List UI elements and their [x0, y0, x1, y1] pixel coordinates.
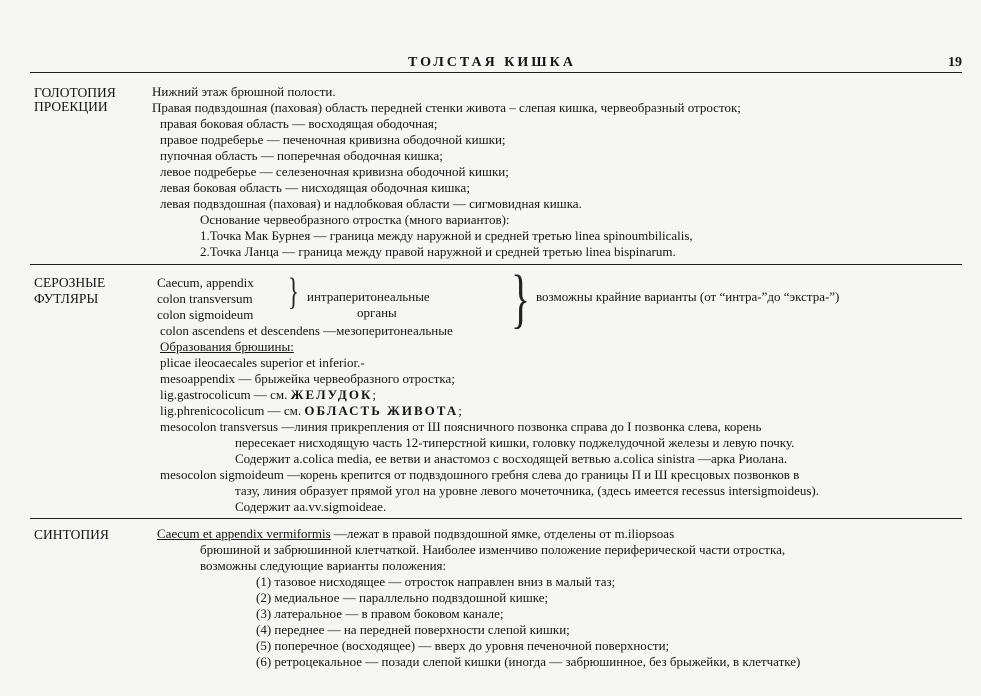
mesocolon-transversus-line: пересекает нисходящую часть 12-типерстной кишки, головку поджелудочной железы и левую почку. [235, 435, 795, 450]
section-divider [30, 264, 962, 265]
punctuation: ; [458, 403, 462, 418]
header-rule [30, 72, 962, 73]
golotopia-line: пупочная область — поперечная ободочная кишка; [160, 148, 443, 163]
golotopia-line: левое подреберье — селезеночная кривизна ободочной кишки; [160, 164, 509, 179]
variant-item: (5) поперечное (восходящее) — вверх до уровня печеночной поверхности; [256, 638, 670, 653]
golotopia-line: правое подреберье — печеночная кривизна ободочной кишки; [160, 132, 506, 147]
golotopia-line: 1.Точка Мак Бурнея — граница между наружной и средней третью linea spinoumbilicalis, [200, 228, 693, 243]
mesocolon-sigmoideum-line: mesocolon sigmoideum —корень крепится от подвздошного гребня слева до границы П и Ш кресцовых позвонков в [160, 467, 800, 482]
golotopia-line: левая боковая область — нисходящая ободочная кишка; [160, 180, 470, 195]
variant-item: (4) переднее — на передней поверхности слепой кишки; [256, 622, 570, 637]
lig-gastrocolicum-line [160, 387, 376, 403]
section-label-golotopia: ГОЛОТОПИЯ [34, 85, 116, 100]
section-label-projections: ПРОЕКЦИИ [34, 99, 108, 114]
caecum-appendix-title: Caecum et appendix vermiformis [157, 526, 331, 541]
variant-item: (6) ретроцекальное — позади слепой кишки (иногда — забрюшинное, без брыжейки, в клетчатке) [256, 654, 801, 669]
syntopia-line: возможны следующие варианты положения: [200, 558, 447, 573]
syntopia-intro [157, 526, 674, 542]
organ-item: colon transversum [157, 291, 253, 306]
lig-gastrocolicum-text: lig.gastrocolicum — см. [160, 387, 288, 402]
section-divider [30, 518, 962, 519]
section-label-syntopia: СИНТОПИЯ [34, 527, 109, 542]
section-label-sheaths: ФУТЛЯРЫ [34, 291, 99, 306]
variants-note: возможны крайние варианты (от “интра-”до “экстра-”) [536, 289, 840, 304]
page-number: 19 [948, 55, 962, 70]
intraperitoneal-label: интраперитонеальные [307, 289, 430, 304]
syntopia-line: брюшиной и забрюшинной клетчаткой. Наиболее изменчиво положение периферической части отростка, [200, 542, 786, 557]
page-header-title: ТОЛСТАЯ КИШКА [408, 55, 576, 70]
plicae-line: plicae ileocaecales superior et inferior.- [160, 355, 365, 370]
variant-item: (2) медиальное — параллельно подвздошной кишке; [256, 590, 549, 605]
organs-label: органы [357, 305, 397, 320]
mesoperitoneal-line: colon ascendens et descendens —мезоперитонеальные [160, 323, 453, 338]
mesocolon-transversus-line: mesocolon transversus —линия прикрепления от Ш поясничного позвонка справа до I позвонка слева, корень [160, 419, 762, 434]
golotopia-line: Нижний этаж брюшной полости. [152, 84, 336, 99]
variant-item: (1) тазовое нисходящее — отросток направлен вниз в малый таз; [256, 574, 616, 589]
formations-heading: Образования брюшины: [160, 339, 294, 354]
cross-reference-stomach: ЖЕЛУДОК [290, 387, 373, 402]
mesoappendix-line: mesoappendix — брыжейка червеобразного отростка; [160, 371, 455, 386]
section-label-serous: СЕРОЗНЫЕ [34, 275, 106, 290]
golotopia-line: Правая подвздошная (паховая) область передней стенки живота – слепая кишка, червеобразный отросток; [152, 100, 741, 115]
syntopia-intro-text: —лежат в правой подвздошной ямке, отделены от m.iliopsoas [333, 526, 675, 541]
organ-item: Caecum, appendix [157, 275, 254, 290]
golotopia-line: правая боковая область — восходящая ободочная; [160, 116, 438, 131]
golotopia-line: 2.Точка Ланца — граница между правой наружной и средней третью linea bispinarum. [200, 244, 676, 259]
mesocolon-transversus-line: Содержит a.colica media, ее ветви и анастомоз с восходящей ветвью a.colica sinistra —арка Риолана. [235, 451, 788, 466]
golotopia-line: Основание червеобразного отростка (много вариантов): [200, 212, 510, 227]
golotopia-line: левая подвздошная (паховая) и надлобковая области — сигмовидная кишка. [160, 196, 582, 211]
left-curly-brace: } [288, 271, 299, 313]
lig-phrenicocolicum-line [160, 403, 462, 419]
mesocolon-sigmoideum-line: Содержит aa.vv.sigmoideae. [235, 499, 387, 514]
lig-phrenicocolicum-text: lig.phrenicocolicum — см. [160, 403, 302, 418]
right-curly-brace: } [511, 262, 531, 335]
organ-item: colon sigmoideum [157, 307, 254, 322]
variant-item: (3) латеральное — в правом боковом канале; [256, 606, 504, 621]
punctuation: ; [372, 387, 376, 402]
cross-reference-abdomen: ОБЛАСТЬ ЖИВОТА [304, 403, 459, 418]
mesocolon-sigmoideum-line: тазу, линия образует прямой угол на уровне левого мочеточника, (здесь имеется recessus intersigmoideus). [235, 483, 819, 498]
